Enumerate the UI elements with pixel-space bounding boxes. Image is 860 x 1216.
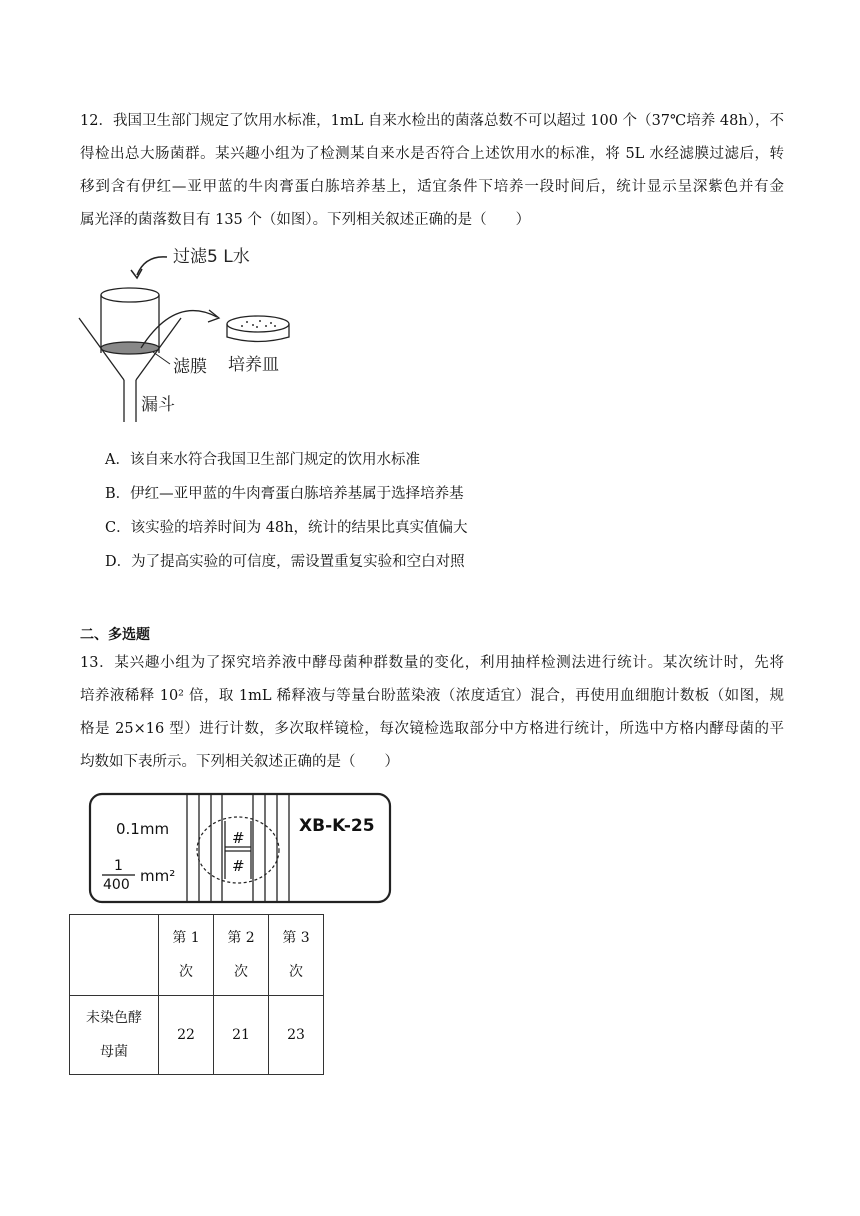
q12-option-c: C．该实验的培养时间为 48h，统计的结果比真实值偏大 [105, 520, 468, 536]
table-header-3: 第 3 次 [269, 915, 324, 996]
q13-line-4: 均数如下表所示。下列相关叙述正确的是（ ） [80, 754, 399, 770]
depth-label: 0.1mm [116, 820, 170, 838]
q13-stem [80, 647, 784, 779]
table-header-1: 第 1 次 [159, 915, 214, 996]
mark-upper: # [232, 829, 245, 847]
model-label: XB-K-25 [299, 816, 375, 836]
q12-line-3: 移到含有伊红—亚甲蓝的牛肉膏蛋白胨培养基上，适宜条件下培养一段时间后，统计显示呈深紫色并有金 [80, 179, 784, 195]
section-title: 二、多选题 [80, 627, 150, 643]
q12-option-a: A．该自来水符合我国卫生部门规定的饮用水标准 [105, 452, 420, 468]
q12-option-d: D．为了提高实验的可信度，需设置重复实验和空白对照 [105, 554, 465, 570]
q13-line-2: 培养液稀释 10² 倍，取 1mL 稀释液与等量台盼蓝染液（浓度适宜）混合，再使用血细胞计数板（如图，规 [80, 688, 784, 704]
q13-line-3: 格是 25×16 型）进行计数，多次取样镜检，每次镜检选取部分中方格进行统计，所选中方格内酵母菌的平 [80, 721, 784, 737]
filter-label: 过滤5 L水 [173, 247, 250, 267]
area-denominator: 400 [103, 877, 130, 893]
dish-label: 培养皿 [228, 355, 279, 375]
table-cell-1: 22 [159, 996, 214, 1075]
membrane-label: 滤膜 [173, 357, 207, 377]
q12-stem [80, 105, 784, 237]
q13-line-1: 13．某兴趣小组为了探究培养液中酵母菌种群数量的变化，利用抽样检测法进行统计。某次统计时，先将 [80, 655, 784, 671]
table-row-label: 未染色酵 母菌 [70, 996, 159, 1075]
q12-line-1: 12．我国卫生部门规定了饮用水标准，1mL 自来水检出的菌落总数不可以超过 100 个（37℃培养 48h），不 [80, 113, 784, 129]
table-header-row [70, 915, 324, 996]
funnel-label: 漏斗 [141, 395, 175, 415]
filtration-figure [75, 240, 305, 425]
q12-line-4: 属光泽的菌落数目有 135 个（如图）。下列相关叙述正确的是（ ） [80, 212, 531, 228]
hemocytometer-figure [85, 791, 395, 906]
table-cell-3: 23 [269, 996, 324, 1075]
table-corner-cell [70, 915, 159, 996]
mark-lower: # [232, 857, 245, 875]
q12-option-b: B．伊红—亚甲蓝的牛肉膏蛋白胨培养基属于选择培养基 [105, 486, 464, 502]
table-header-2: 第 2 次 [214, 915, 269, 996]
table-cell-2: 21 [214, 996, 269, 1075]
table-row [70, 996, 324, 1075]
area-unit: mm² [140, 867, 176, 885]
yeast-count-table [69, 914, 324, 1075]
q12-line-2: 得检出总大肠菌群。某兴趣小组为了检测某自来水是否符合上述饮用水的标准，将 5L 水经滤膜过滤后，转 [80, 146, 784, 162]
area-numerator: 1 [114, 858, 123, 874]
